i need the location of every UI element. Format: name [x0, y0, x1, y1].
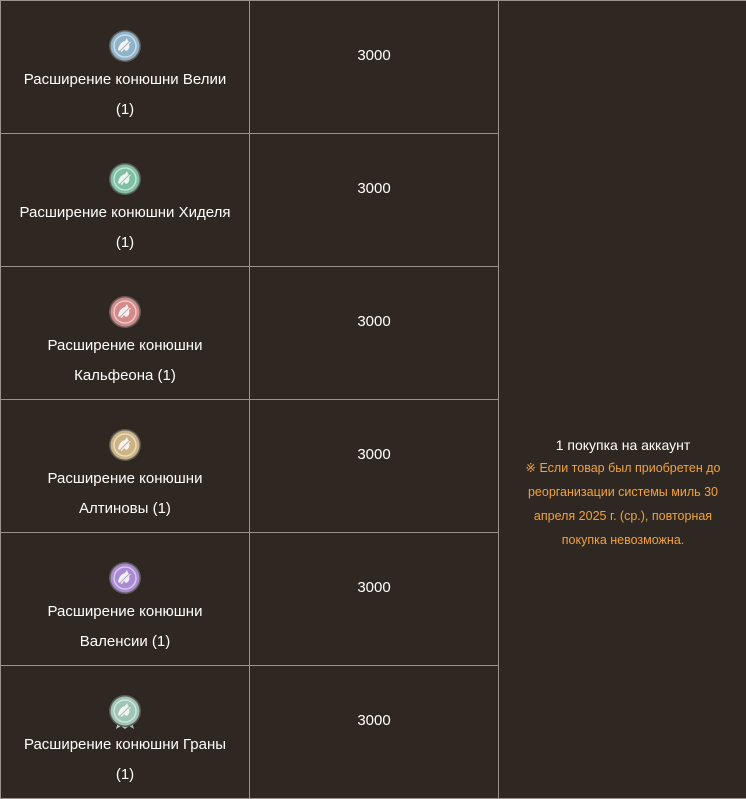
item-cell — [1, 400, 250, 533]
item-price: 3000 — [357, 445, 391, 463]
item-cell — [1, 1, 250, 134]
item-name: Расширение конюшни Валенсии (1) — [47, 603, 203, 650]
item-cell — [1, 134, 250, 267]
grana-stable-coin-icon — [1, 694, 249, 730]
item-name: Расширение конюшни Кальфеона (1) — [47, 337, 203, 384]
purchase-limit-note: ※ Если товар был приобретен до реорганизации системы миль 30 апреля 2025 г. (ср.), повторная покупка невозможна. — [525, 460, 721, 547]
valencia-stable-coin-icon — [1, 561, 249, 597]
price-cell — [250, 400, 499, 533]
price-cell — [250, 1, 499, 134]
item-price: 3000 — [357, 578, 391, 596]
heidel-stable-coin-icon — [1, 162, 249, 198]
altinova-stable-coin-icon — [1, 428, 249, 464]
item-cell — [1, 533, 250, 666]
price-cell — [250, 134, 499, 267]
item-name: Расширение конюшни Хиделя (1) — [19, 204, 231, 251]
price-cell — [250, 267, 499, 400]
velia-stable-coin-icon — [1, 29, 249, 65]
item-cell — [1, 666, 250, 799]
purchase-limit-cell — [499, 1, 746, 799]
item-name: Расширение конюшни Алтиновы (1) — [47, 470, 203, 517]
item-price: 3000 — [357, 312, 391, 330]
table-row — [1, 1, 746, 134]
item-price: 3000 — [357, 711, 391, 729]
price-cell — [250, 666, 499, 799]
item-cell — [1, 267, 250, 400]
item-price: 3000 — [357, 179, 391, 197]
calpheon-stable-coin-icon — [1, 295, 249, 331]
item-name: Расширение конюшни Велии (1) — [23, 71, 227, 118]
price-cell — [250, 533, 499, 666]
item-price: 3000 — [357, 46, 391, 64]
item-name: Расширение конюшни Граны (1) — [23, 736, 227, 783]
purchase-limit-title: 1 покупка на аккаунт — [555, 436, 691, 453]
